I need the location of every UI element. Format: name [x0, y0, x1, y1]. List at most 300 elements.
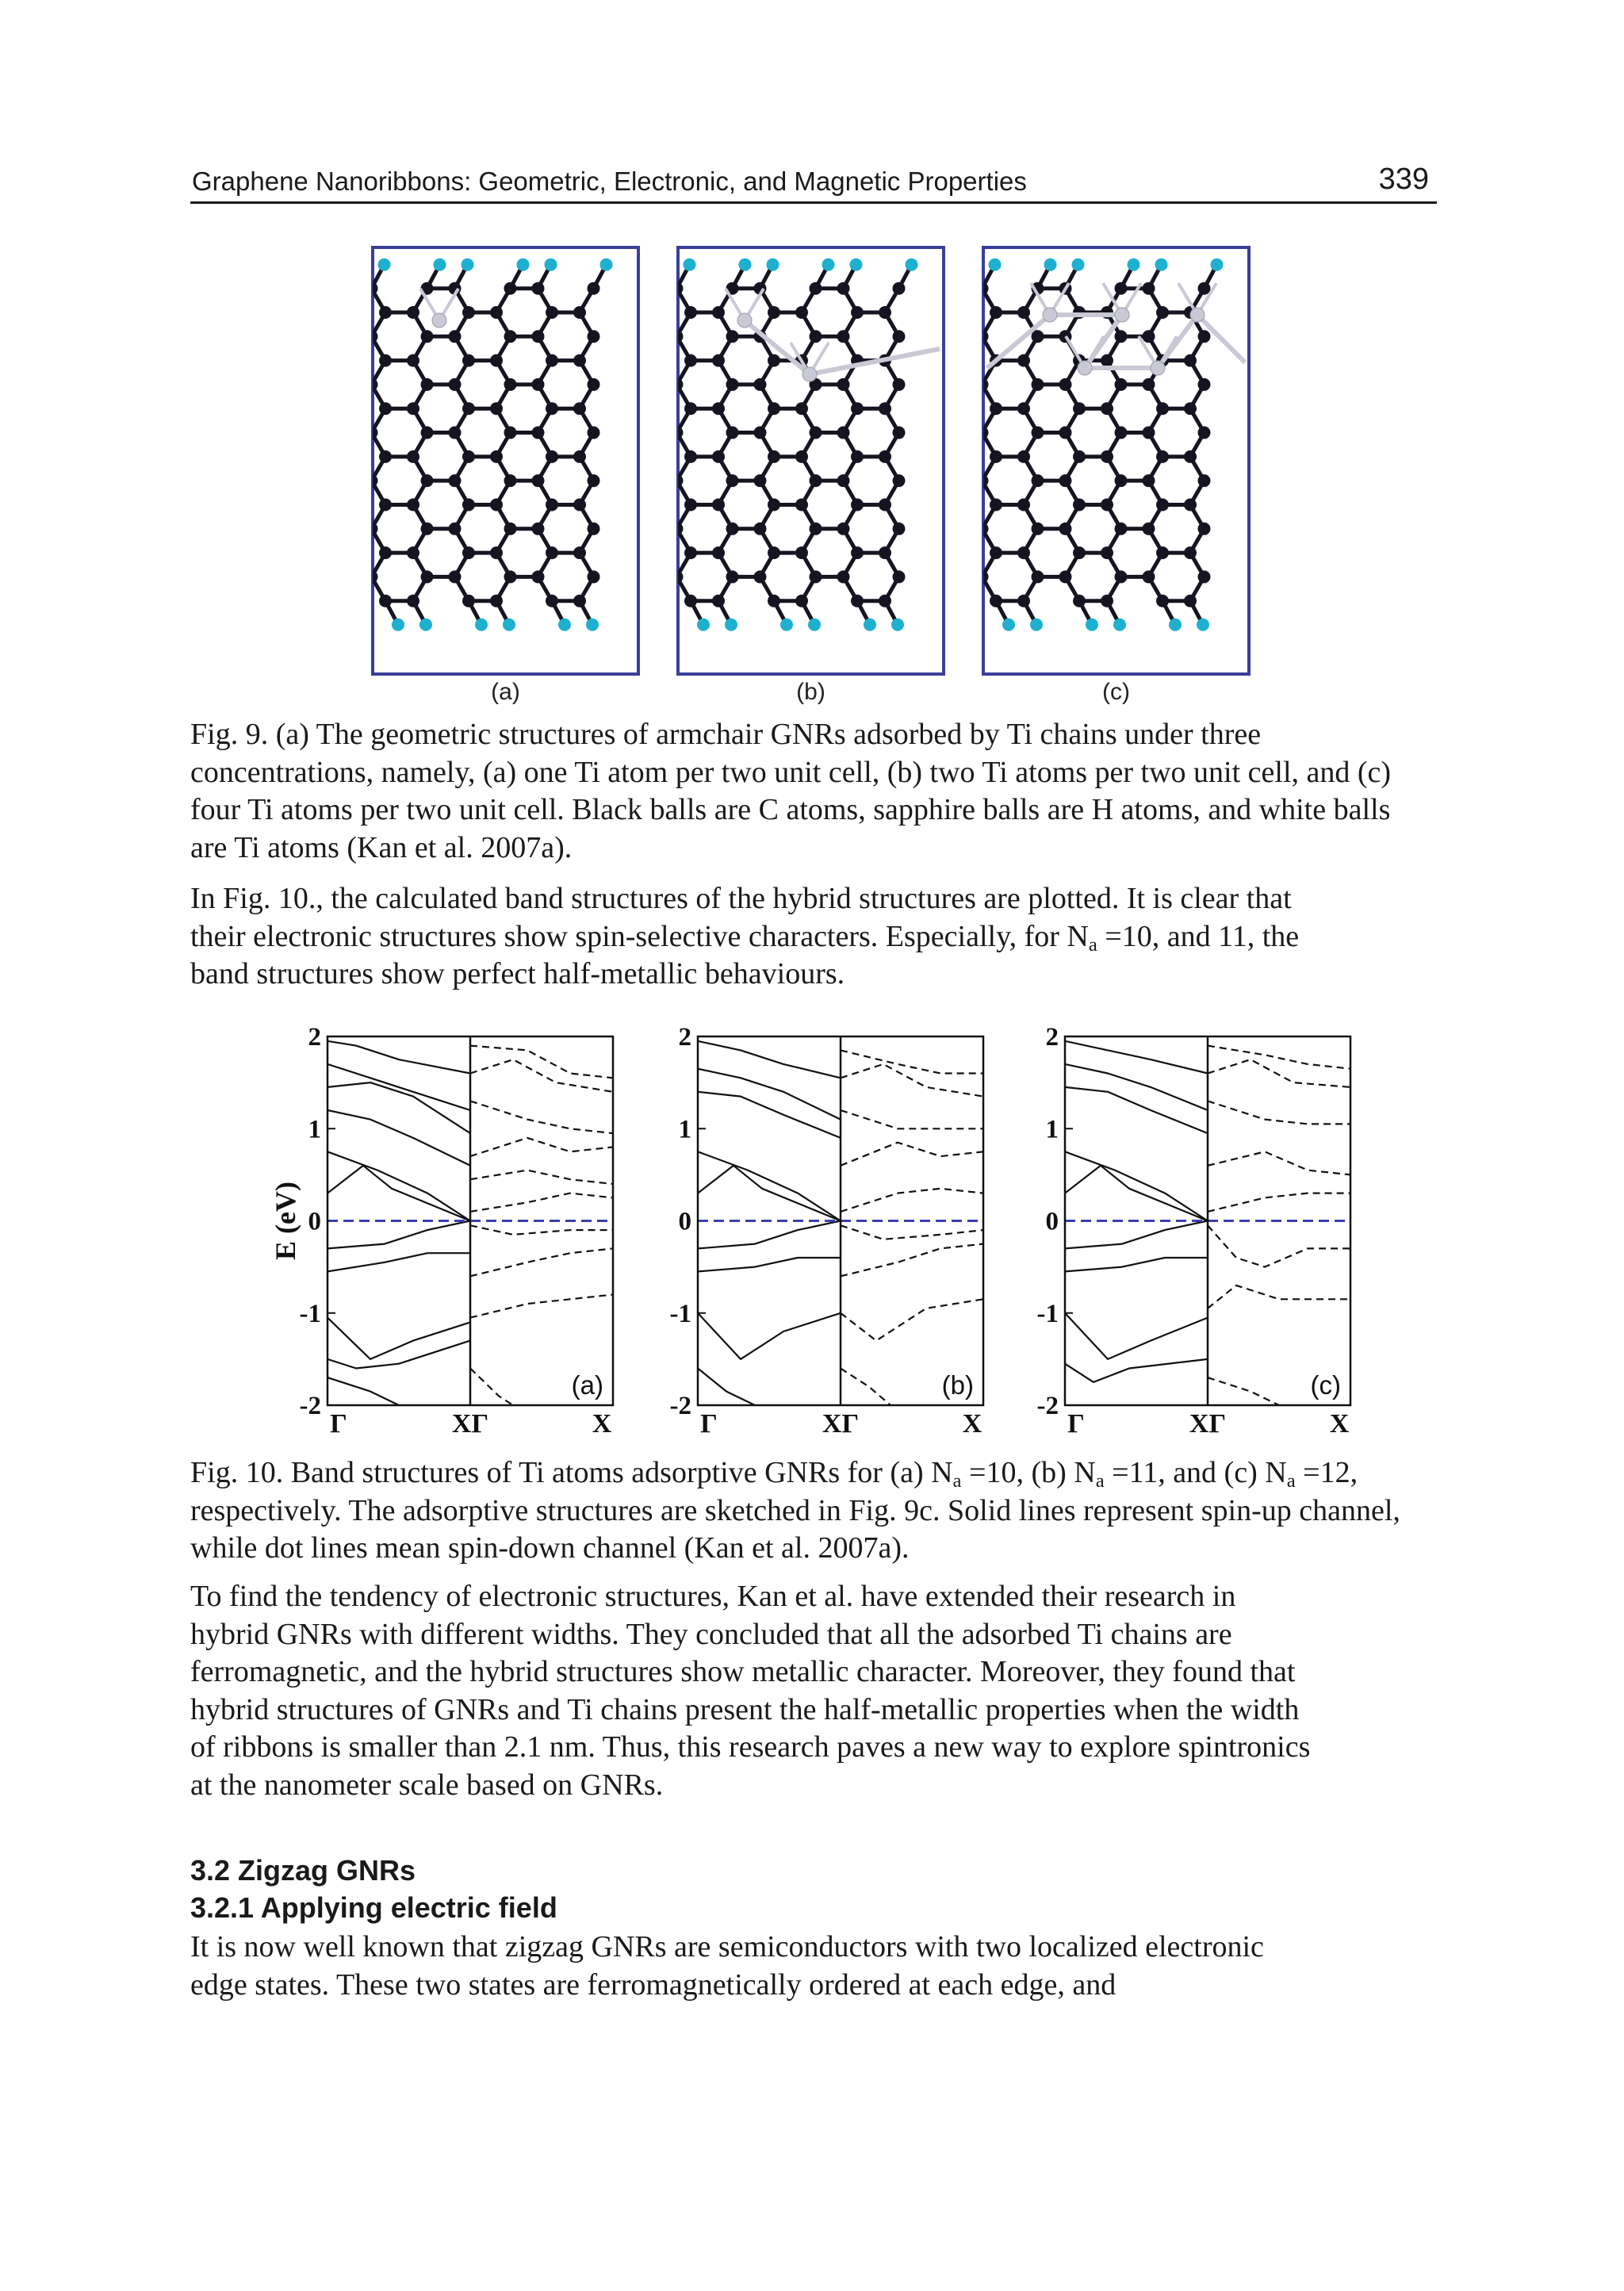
hydrogen-atom	[739, 259, 752, 271]
panel-label: (b)	[941, 1370, 974, 1400]
spin-up-band	[1065, 1166, 1208, 1221]
text-span: =10, (b) N	[961, 1456, 1096, 1489]
carbon-atom	[573, 546, 586, 559]
carbon-atom	[1156, 498, 1169, 511]
hydrogen-atom	[1044, 259, 1057, 271]
carbon-atom	[754, 570, 767, 583]
carbon-atom	[504, 474, 517, 487]
carbon-atom	[1101, 498, 1113, 511]
spin-up-band	[698, 1166, 841, 1221]
carbon-atom	[449, 427, 462, 439]
titanium-atom	[737, 313, 752, 328]
hydrogen-atom	[1002, 619, 1015, 631]
paragraph-2	[190, 1578, 1433, 1804]
carbon-atom	[1017, 595, 1030, 607]
hydrogen-atom	[419, 619, 432, 631]
carbon-atom	[1198, 474, 1211, 487]
spin-up-band	[327, 1166, 470, 1221]
paragraph-1-line-1: In Fig. 10., the calculated band structures of the hybrid structures are plotted. It is clear that	[190, 882, 1292, 915]
carbon-atom	[546, 306, 558, 319]
carbon-atom	[1198, 282, 1211, 295]
carbon-atom	[851, 402, 864, 415]
carbon-atom	[768, 306, 780, 319]
paragraph-3-line-1: It is now well known that zigzag GNRs are semiconductors with two localized electronic	[190, 1930, 1264, 1963]
carbon-atom	[546, 498, 558, 511]
hydrogen-atom	[378, 259, 391, 271]
carbon-atom	[1032, 427, 1044, 439]
hydrogen-atom	[1030, 619, 1043, 631]
carbon-atom	[684, 450, 697, 463]
spin-down-band	[470, 1138, 613, 1156]
carbon-atom	[379, 402, 392, 415]
subscript: a	[1286, 1470, 1296, 1492]
carbon-atom	[1115, 570, 1128, 583]
carbon-atom	[684, 306, 697, 319]
band-panel	[670, 1023, 984, 1439]
carbon-atom	[754, 427, 767, 439]
carbon-atom	[504, 330, 517, 343]
carbon-atom	[421, 474, 434, 487]
x-tick-label: X	[962, 1409, 982, 1439]
figure-10-caption	[190, 1454, 1433, 1568]
carbon-atom	[712, 354, 725, 367]
carbon-atom	[532, 427, 545, 439]
carbon-atom	[546, 450, 558, 463]
carbon-atom	[588, 570, 600, 583]
carbon-atom	[588, 330, 600, 343]
hydrogen-atom	[462, 259, 474, 271]
carbon-atom	[1143, 427, 1155, 439]
carbon-atom	[795, 498, 808, 511]
carbon-atom	[851, 450, 864, 463]
figure-9-caption: Fig. 9. (a) The geometric structures of armchair GNRs adsorbed by Ti chains under three concentrations, namely, (a) one Ti atom per two unit cell, (b) two Ti atoms per two unit cell, and (c) four Ti atoms per two unit cell. Black balls are C atoms, sapphire balls are H atoms, and white balls are Ti atoms (Kan et al. 2007a).	[190, 718, 1392, 864]
carbon-atom	[879, 306, 891, 319]
carbon-atom	[879, 546, 891, 559]
spin-down-band	[470, 1295, 613, 1318]
figure-10	[0, 1007, 1624, 1451]
spin-down-band	[841, 1299, 983, 1340]
carbon-atom	[893, 330, 906, 343]
y-tick-label: -1	[299, 1299, 321, 1328]
carbon-atom	[1017, 498, 1030, 511]
carbon-atom	[1184, 402, 1197, 415]
titanium-atom	[1115, 308, 1129, 322]
x-tick-label: XΓ	[1189, 1409, 1227, 1439]
carbon-atom	[1059, 570, 1072, 583]
carbon-atom	[1198, 570, 1211, 583]
carbon-atom	[588, 474, 600, 487]
spin-down-band	[470, 1248, 613, 1276]
section-heading: 3.2 Zigzag GNRs	[190, 1854, 416, 1887]
carbon-atom	[1017, 402, 1030, 415]
ti-ti-bond	[810, 349, 940, 374]
titanium-atom	[1190, 308, 1205, 322]
hydrogen-atom	[864, 619, 876, 631]
y-tick-label: 0	[678, 1207, 691, 1236]
carbon-atom	[837, 378, 850, 391]
carbon-atom	[810, 330, 822, 343]
carbon-atom	[532, 523, 545, 535]
hydrogen-atom	[600, 259, 613, 271]
carbon-atom	[837, 474, 850, 487]
carbon-atom	[532, 282, 545, 295]
spin-up-band	[1065, 1359, 1208, 1382]
carbon-atom	[768, 595, 780, 607]
paragraph-1-line-3: band structures show perfect half-metallic behaviours.	[190, 957, 845, 990]
carbon-atom	[1156, 546, 1169, 559]
y-axis-label: E (eV)	[270, 1182, 301, 1260]
carbon-atom	[810, 570, 822, 583]
titanium-atom	[432, 313, 446, 328]
hydrogen-atom	[808, 619, 821, 631]
carbon-atom	[893, 378, 906, 391]
hydrogen-atom	[434, 259, 446, 271]
spin-down-band	[1208, 1046, 1350, 1069]
carbon-atom	[449, 523, 462, 535]
carbon-atom	[768, 546, 780, 559]
carbon-atom	[1059, 523, 1072, 535]
carbon-atom	[490, 402, 503, 415]
structure-panel	[976, 247, 1250, 705]
carbon-atom	[879, 402, 891, 415]
carbon-atom	[490, 595, 503, 607]
carbon-atom	[754, 378, 767, 391]
ti-ti-bond	[745, 320, 810, 374]
spin-up-band	[698, 1092, 841, 1138]
carbon-atom	[1198, 523, 1211, 535]
carbon-atom	[504, 378, 517, 391]
carbon-atom	[768, 402, 780, 415]
carbon-atom	[879, 450, 891, 463]
carbon-atom	[573, 450, 586, 463]
paragraph-1	[190, 880, 1433, 994]
carbon-atom	[810, 427, 822, 439]
carbon-atom	[810, 282, 822, 295]
carbon-atom	[546, 402, 558, 415]
carbon-atom	[851, 498, 864, 511]
paragraph-3	[190, 1929, 1433, 2004]
spin-up-band	[327, 1253, 470, 1271]
carbon-atom	[379, 595, 392, 607]
carbon-atom	[990, 306, 1002, 319]
carbon-atom	[1184, 498, 1197, 511]
carbon-atom	[379, 450, 392, 463]
spin-down-band	[470, 1101, 613, 1133]
carbon-atom	[1115, 474, 1128, 487]
carbon-atom	[1017, 306, 1030, 319]
x-tick-label: X	[592, 1409, 612, 1439]
carbon-atom	[1101, 546, 1113, 559]
spin-down-band	[841, 1369, 891, 1406]
carbon-atom	[1156, 306, 1169, 319]
hydrogen-atom	[780, 619, 793, 631]
carbon-atom	[462, 546, 475, 559]
y-tick-label: 2	[678, 1023, 691, 1052]
x-tick-label: Γ	[330, 1409, 347, 1439]
carbon-atom	[546, 546, 558, 559]
carbon-atom	[1143, 330, 1155, 343]
carbon-atom	[546, 354, 558, 367]
carbon-atom	[1198, 378, 1211, 391]
spin-up-band	[1065, 1221, 1208, 1249]
carbon-atom	[379, 498, 392, 511]
spin-up-band	[327, 1151, 470, 1220]
carbon-atom	[532, 330, 545, 343]
carbon-atom	[726, 330, 739, 343]
lattice	[366, 259, 613, 631]
spin-down-band	[1208, 1101, 1350, 1124]
hydrogen-atom	[1086, 619, 1098, 631]
carbon-atom	[684, 595, 697, 607]
y-tick-label: 2	[308, 1023, 321, 1052]
titanium-atom	[1043, 308, 1057, 322]
spin-down-band	[470, 1369, 513, 1406]
carbon-atom	[837, 427, 850, 439]
carbon-atom	[893, 474, 906, 487]
y-tick-label: 1	[1045, 1115, 1059, 1144]
carbon-atom	[462, 595, 475, 607]
spin-up-band	[1065, 1151, 1208, 1220]
spin-up-band	[327, 1064, 470, 1110]
panel-label: (b)	[796, 679, 825, 705]
spin-down-band	[470, 1225, 613, 1235]
carbon-atom	[421, 330, 434, 343]
hydrogen-atom	[684, 259, 696, 271]
carbon-atom	[1017, 546, 1030, 559]
carbon-atom	[851, 306, 864, 319]
carbon-atom	[768, 450, 780, 463]
carbon-atom	[504, 523, 517, 535]
hydrogen-atom	[1113, 619, 1126, 631]
panel-label: (a)	[491, 679, 520, 705]
carbon-atom	[810, 523, 822, 535]
y-tick-label: -1	[669, 1299, 691, 1328]
carbon-atom	[990, 402, 1002, 415]
carbon-atom	[990, 498, 1002, 511]
carbon-atom	[1032, 474, 1044, 487]
carbon-atom	[684, 546, 697, 559]
carbon-atom	[1156, 595, 1169, 607]
carbon-atom	[407, 306, 419, 319]
spin-down-band	[470, 1170, 613, 1184]
hydrogen-atom	[1169, 619, 1182, 631]
structure-panel	[671, 247, 944, 705]
carbon-atom	[990, 546, 1002, 559]
carbon-atom	[879, 595, 891, 607]
spin-up-band	[327, 1221, 470, 1249]
spin-down-band	[1208, 1193, 1350, 1212]
spin-down-band	[1208, 1059, 1350, 1087]
carbon-atom	[407, 595, 419, 607]
spin-down-band	[470, 1046, 613, 1078]
carbon-atom	[1115, 330, 1128, 343]
y-tick-label: 1	[678, 1115, 691, 1144]
hydrogen-atom	[822, 259, 835, 271]
carbon-atom	[379, 546, 392, 559]
carbon-atom	[795, 546, 808, 559]
spin-up-band	[327, 1082, 470, 1133]
carbon-atom	[712, 306, 725, 319]
page-number: 339	[1378, 163, 1429, 196]
spin-down-band	[1208, 1377, 1279, 1405]
carbon-atom	[990, 595, 1002, 607]
carbon-atom	[1032, 523, 1044, 535]
carbon-atom	[1198, 427, 1211, 439]
x-tick-label: X	[1329, 1409, 1350, 1439]
hydrogen-atom	[850, 259, 863, 271]
carbon-atom	[588, 378, 600, 391]
y-tick-label: 0	[308, 1207, 321, 1236]
carbon-atom	[851, 595, 864, 607]
hydrogen-atom	[906, 259, 918, 271]
y-tick-label: -1	[1036, 1299, 1059, 1328]
titanium-atom	[1078, 361, 1092, 375]
carbon-atom	[1143, 282, 1155, 295]
spin-down-band	[841, 1189, 983, 1212]
spin-up-band	[327, 1318, 470, 1359]
carbon-atom	[712, 450, 725, 463]
carbon-atom	[504, 427, 517, 439]
carbon-atom	[1115, 282, 1128, 295]
carbon-atom	[1143, 523, 1155, 535]
carbon-atom	[588, 427, 600, 439]
x-tick-label: Γ	[1067, 1409, 1085, 1439]
spin-down-band	[841, 1064, 983, 1097]
carbon-atom	[573, 354, 586, 367]
paragraph-3-line-2: edge states. These two states are ferromagnetically ordered at each edge, and	[190, 1967, 1116, 2002]
carbon-atom	[1017, 450, 1030, 463]
carbon-atom	[1101, 354, 1113, 367]
carbon-atom	[462, 354, 475, 367]
carbon-atom	[1115, 523, 1128, 535]
paragraph-2-line: hybrid structures of GNRs and Ti chains present the half-metallic properties when the width	[190, 1692, 1300, 1726]
spin-up-band	[327, 1341, 470, 1369]
carbon-atom	[1184, 595, 1197, 607]
carbon-atom	[990, 450, 1002, 463]
carbon-atom	[795, 595, 808, 607]
carbon-atom	[810, 474, 822, 487]
carbon-atom	[726, 427, 739, 439]
carbon-atom	[754, 474, 767, 487]
paragraph-2-line: To find the tendency of electronic structures, Kan et al. have extended their research in	[190, 1580, 1236, 1613]
carbon-atom	[851, 546, 864, 559]
y-tick-label: 0	[1045, 1207, 1059, 1236]
carbon-atom	[1059, 427, 1072, 439]
hydrogen-atom	[1155, 259, 1168, 271]
carbon-atom	[407, 402, 419, 415]
carbon-atom	[449, 330, 462, 343]
band-panel	[1037, 1023, 1351, 1439]
carbon-atom	[1073, 402, 1086, 415]
subscript: a	[952, 1470, 962, 1492]
carbon-atom	[879, 498, 891, 511]
carbon-atom	[795, 450, 808, 463]
carbon-atom	[684, 402, 697, 415]
carbon-atom	[712, 595, 725, 607]
hydrogen-atom	[517, 259, 530, 271]
carbon-atom	[462, 498, 475, 511]
carbon-atom	[407, 546, 419, 559]
carbon-atom	[490, 498, 503, 511]
carbon-atom	[768, 354, 780, 367]
carbon-atom	[684, 498, 697, 511]
y-tick-label: -2	[299, 1392, 321, 1420]
paragraph-2-line: at the nanometer scale based on GNRs.	[190, 1768, 664, 1802]
carbon-atom	[1073, 498, 1086, 511]
carbon-atom	[504, 282, 517, 295]
carbon-atom	[837, 523, 850, 535]
carbon-atom	[1073, 595, 1086, 607]
text-span: =11, and (c) N	[1104, 1456, 1287, 1489]
carbon-atom	[573, 595, 586, 607]
carbon-atom	[532, 474, 545, 487]
spin-up-band	[1065, 1313, 1208, 1359]
carbon-atom	[421, 378, 434, 391]
y-tick-label: -2	[1036, 1392, 1059, 1420]
spin-up-band	[698, 1041, 841, 1078]
structure-panel	[366, 247, 639, 705]
carbon-atom	[490, 306, 503, 319]
carbon-atom	[1115, 378, 1128, 391]
carbon-atom	[379, 354, 392, 367]
carbon-atom	[1032, 570, 1044, 583]
carbon-atom	[893, 523, 906, 535]
carbon-atom	[893, 427, 906, 439]
carbon-atom	[1184, 450, 1197, 463]
carbon-atom	[795, 402, 808, 415]
carbon-atom	[837, 570, 850, 583]
spin-up-band	[327, 1377, 399, 1405]
spin-down-band	[841, 1143, 983, 1166]
text-span: =12, respectively. The adsorptive structures are sketched in Fig. 9c. Solid lines represent spin-up channel, while dot lines mean spin-down channel (Kan et al. 2007a).	[190, 1456, 1400, 1565]
carbon-atom	[407, 450, 419, 463]
spin-down-band	[841, 1050, 983, 1073]
hydrogen-atom	[586, 619, 599, 631]
subscript: a	[1095, 1470, 1105, 1492]
spin-up-band	[1065, 1258, 1208, 1271]
carbon-atom	[490, 450, 503, 463]
carbon-atom	[1101, 450, 1113, 463]
carbon-atom	[1115, 427, 1128, 439]
carbon-atom	[490, 354, 503, 367]
carbon-atom	[449, 570, 462, 583]
carbon-atom	[768, 498, 780, 511]
carbon-atom	[379, 306, 392, 319]
x-tick-label: Γ	[700, 1409, 718, 1439]
spin-down-band	[1208, 1225, 1350, 1266]
spin-up-band	[327, 1041, 470, 1074]
carbon-atom	[795, 306, 808, 319]
carbon-atom	[421, 570, 434, 583]
carbon-atom	[449, 474, 462, 487]
hydrogen-atom	[989, 259, 1002, 271]
spin-up-band	[698, 1369, 755, 1406]
spin-up-band	[698, 1151, 841, 1220]
subscript: a	[1088, 933, 1097, 956]
carbon-atom	[1017, 354, 1030, 367]
spin-down-band	[470, 1059, 613, 1092]
running-title: Graphene Nanoribbons: Geometric, Electronic, and Magnetic Properties	[192, 167, 1027, 196]
carbon-atom	[1143, 378, 1155, 391]
carbon-atom	[573, 402, 586, 415]
x-tick-label: XΓ	[822, 1409, 860, 1439]
titanium-atom	[1151, 361, 1165, 375]
carbon-atom	[504, 570, 517, 583]
paragraph-2-line: hybrid GNRs with different widths. They concluded that all the adsorbed Ti chains are	[190, 1617, 1232, 1651]
carbon-atom	[1143, 570, 1155, 583]
carbon-atom	[893, 570, 906, 583]
hydrogen-atom	[725, 619, 737, 631]
